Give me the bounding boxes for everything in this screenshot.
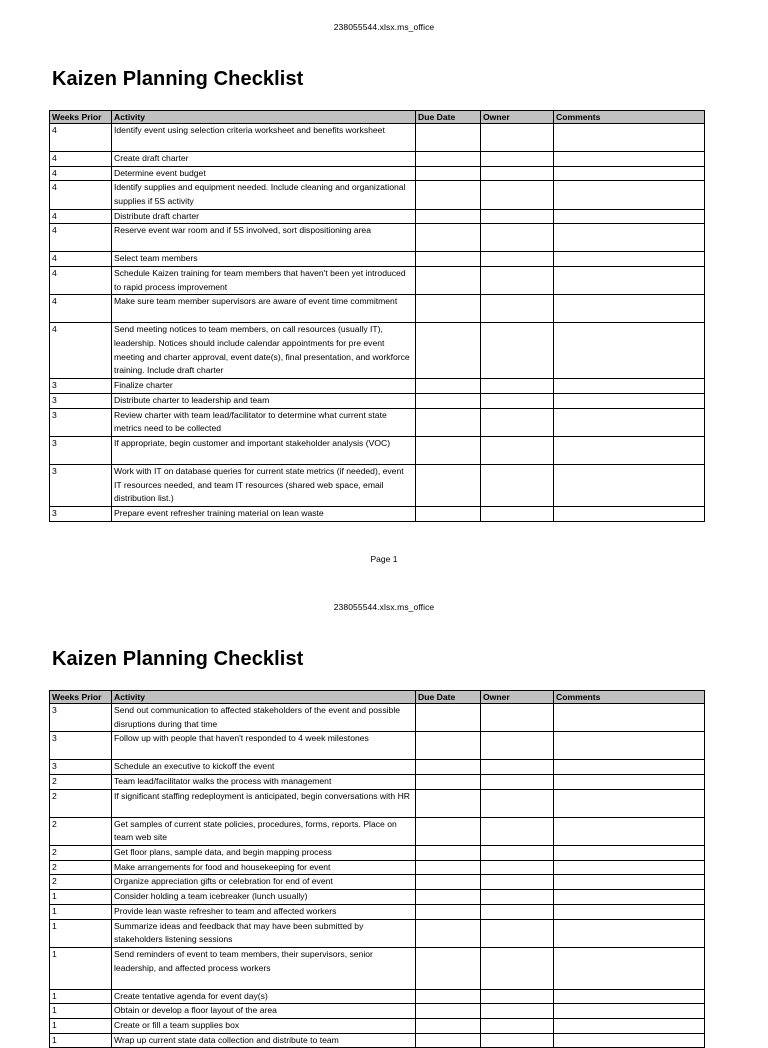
due-date-cell [416, 704, 481, 732]
column-header-weeks-prior: Weeks Prior [50, 691, 112, 704]
comments-cell [554, 1004, 705, 1019]
due-date-cell [416, 124, 481, 152]
owner-cell [481, 224, 554, 252]
comments-cell [554, 704, 705, 732]
table-row [50, 1018, 705, 1033]
table-row [50, 464, 705, 506]
owner-cell [481, 181, 554, 209]
activity-cell: Get floor plans, sample data, and begin mapping process [112, 846, 416, 861]
comments-cell [554, 1033, 705, 1048]
weeks-prior-cell: 4 [50, 124, 112, 152]
column-header-comments: Comments [554, 691, 705, 704]
table-row [50, 789, 705, 817]
weeks-prior-cell: 3 [50, 393, 112, 408]
column-header-owner: Owner [481, 111, 554, 124]
table-row [50, 124, 705, 152]
comments-cell [554, 393, 705, 408]
owner-cell [481, 732, 554, 760]
owner-cell [481, 817, 554, 845]
table-row [50, 875, 705, 890]
comments-cell [554, 860, 705, 875]
activity-cell: Review charter with team lead/facilitator to determine what current state metrics need to be collected [112, 408, 416, 436]
checklist-table [49, 690, 705, 1048]
owner-cell [481, 393, 554, 408]
due-date-cell [416, 506, 481, 521]
due-date-cell [416, 436, 481, 464]
owner-cell [481, 1004, 554, 1019]
owner-cell [481, 295, 554, 323]
checklist-body [50, 124, 705, 522]
owner-cell [481, 323, 554, 379]
table-row [50, 166, 705, 181]
weeks-prior-cell: 3 [50, 704, 112, 732]
comments-cell [554, 1018, 705, 1033]
comments-cell [554, 732, 705, 760]
due-date-cell [416, 151, 481, 166]
checklist-table [49, 110, 705, 522]
comments-cell [554, 817, 705, 845]
weeks-prior-cell: 4 [50, 224, 112, 252]
due-date-cell [416, 789, 481, 817]
due-date-cell [416, 775, 481, 790]
activity-cell: Organize appreciation gifts or celebration for end of event [112, 875, 416, 890]
table-row [50, 151, 705, 166]
weeks-prior-cell: 2 [50, 789, 112, 817]
due-date-cell [416, 860, 481, 875]
weeks-prior-cell: 3 [50, 760, 112, 775]
activity-cell: Summarize ideas and feedback that may have been submitted by stakeholders listening sessions [112, 919, 416, 947]
activity-cell: Schedule an executive to kickoff the event [112, 760, 416, 775]
weeks-prior-cell: 2 [50, 817, 112, 845]
owner-cell [481, 890, 554, 905]
due-date-cell [416, 732, 481, 760]
weeks-prior-cell: 3 [50, 436, 112, 464]
comments-cell [554, 789, 705, 817]
weeks-prior-cell: 1 [50, 1004, 112, 1019]
table-row [50, 224, 705, 252]
comments-cell [554, 295, 705, 323]
column-header-weeks-prior: Weeks Prior [50, 111, 112, 124]
owner-cell [481, 408, 554, 436]
owner-cell [481, 506, 554, 521]
table-row [50, 393, 705, 408]
due-date-cell [416, 166, 481, 181]
comments-cell [554, 947, 705, 989]
activity-cell: Determine event budget [112, 166, 416, 181]
activity-cell: Send reminders of event to team members, their supervisors, senior leadership, and affected process workers [112, 947, 416, 989]
table-row [50, 379, 705, 394]
table-row [50, 919, 705, 947]
owner-cell [481, 209, 554, 224]
comments-cell [554, 124, 705, 152]
comments-cell [554, 875, 705, 890]
owner-cell [481, 166, 554, 181]
activity-cell: Create tentative agenda for event day(s) [112, 989, 416, 1004]
comments-cell [554, 775, 705, 790]
comments-cell [554, 151, 705, 166]
activity-cell: Make arrangements for food and housekeeping for event [112, 860, 416, 875]
owner-cell [481, 379, 554, 394]
table-row [50, 506, 705, 521]
comments-cell [554, 408, 705, 436]
activity-cell: Select team members [112, 252, 416, 267]
weeks-prior-cell: 4 [50, 181, 112, 209]
owner-cell [481, 789, 554, 817]
comments-cell [554, 904, 705, 919]
weeks-prior-cell: 1 [50, 904, 112, 919]
due-date-cell [416, 252, 481, 267]
owner-cell [481, 1033, 554, 1048]
comments-cell [554, 166, 705, 181]
comments-cell [554, 846, 705, 861]
weeks-prior-cell: 2 [50, 775, 112, 790]
weeks-prior-cell: 1 [50, 947, 112, 989]
owner-cell [481, 1018, 554, 1033]
due-date-cell [416, 919, 481, 947]
activity-cell: Identify supplies and equipment needed. Include cleaning and organizational supplies if 5S activity [112, 181, 416, 209]
comments-cell [554, 890, 705, 905]
owner-cell [481, 904, 554, 919]
checklist-body [50, 704, 705, 1048]
activity-cell: Distribute draft charter [112, 209, 416, 224]
page-title: Kaizen Planning Checklist [52, 648, 304, 670]
table-row [50, 1033, 705, 1048]
due-date-cell [416, 209, 481, 224]
table-row [50, 436, 705, 464]
table-row [50, 904, 705, 919]
table-header-row [50, 111, 705, 124]
weeks-prior-cell: 2 [50, 846, 112, 861]
weeks-prior-cell: 4 [50, 151, 112, 166]
activity-cell: Prepare event refresher training material on lean waste [112, 506, 416, 521]
weeks-prior-cell: 2 [50, 860, 112, 875]
owner-cell [481, 267, 554, 295]
due-date-cell [416, 1004, 481, 1019]
activity-cell: Schedule Kaizen training for team members that haven't been yet introduced to rapid process improvement [112, 267, 416, 295]
comments-cell [554, 252, 705, 267]
owner-cell [481, 846, 554, 861]
due-date-cell [416, 323, 481, 379]
table-row [50, 209, 705, 224]
due-date-cell [416, 393, 481, 408]
comments-cell [554, 323, 705, 379]
comments-cell [554, 436, 705, 464]
column-header-activity: Activity [112, 111, 416, 124]
owner-cell [481, 919, 554, 947]
activity-cell: Create or fill a team supplies box [112, 1018, 416, 1033]
weeks-prior-cell: 4 [50, 323, 112, 379]
owner-cell [481, 464, 554, 506]
activity-cell: Send meeting notices to team members, on call resources (usually IT), leadership. Notices should include calendar appointments for pre event meeting and charter approval, event date(s), final presentation, and workforce training. Include draft charter [112, 323, 416, 379]
due-date-cell [416, 947, 481, 989]
weeks-prior-cell: 4 [50, 295, 112, 323]
weeks-prior-cell: 1 [50, 919, 112, 947]
owner-cell [481, 860, 554, 875]
owner-cell [481, 760, 554, 775]
activity-cell: Team lead/facilitator walks the process with management [112, 775, 416, 790]
activity-cell: Identify event using selection criteria worksheet and benefits worksheet [112, 124, 416, 152]
weeks-prior-cell: 3 [50, 464, 112, 506]
comments-cell [554, 464, 705, 506]
weeks-prior-cell: 3 [50, 408, 112, 436]
table-row [50, 947, 705, 989]
owner-cell [481, 775, 554, 790]
table-row [50, 760, 705, 775]
activity-cell: Obtain or develop a floor layout of the area [112, 1004, 416, 1019]
weeks-prior-cell: 1 [50, 1033, 112, 1048]
activity-cell: Follow up with people that haven't responded to 4 week milestones [112, 732, 416, 760]
activity-cell: Reserve event war room and if 5S involved, sort dispositioning area [112, 224, 416, 252]
table-row [50, 817, 705, 845]
weeks-prior-cell: 1 [50, 890, 112, 905]
comments-cell [554, 506, 705, 521]
table-row [50, 704, 705, 732]
due-date-cell [416, 408, 481, 436]
table-row [50, 775, 705, 790]
due-date-cell [416, 817, 481, 845]
column-header-owner: Owner [481, 691, 554, 704]
table-row [50, 890, 705, 905]
weeks-prior-cell: 1 [50, 989, 112, 1004]
activity-cell: Distribute charter to leadership and team [112, 393, 416, 408]
column-header-due-date: Due Date [416, 111, 481, 124]
activity-cell: If significant staffing redeployment is anticipated, begin conversations with HR [112, 789, 416, 817]
due-date-cell [416, 904, 481, 919]
activity-cell: Work with IT on database queries for current state metrics (if needed), event IT resources needed, and team IT resources (shared web space, email distribution list.) [112, 464, 416, 506]
due-date-cell [416, 181, 481, 209]
owner-cell [481, 252, 554, 267]
comments-cell [554, 224, 705, 252]
owner-cell [481, 947, 554, 989]
table-row [50, 1004, 705, 1019]
table-row [50, 267, 705, 295]
file-header: 238055544.xlsx.ms_office [333, 602, 435, 612]
activity-cell: Make sure team member supervisors are aware of event time commitment [112, 295, 416, 323]
owner-cell [481, 436, 554, 464]
weeks-prior-cell: 3 [50, 506, 112, 521]
weeks-prior-cell: 2 [50, 875, 112, 890]
activity-cell: Get samples of current state policies, procedures, forms, reports. Place on team web site [112, 817, 416, 845]
table-row [50, 252, 705, 267]
owner-cell [481, 704, 554, 732]
owner-cell [481, 875, 554, 890]
due-date-cell [416, 267, 481, 295]
page-footer: Page 1 [370, 554, 398, 564]
column-header-activity: Activity [112, 691, 416, 704]
due-date-cell [416, 875, 481, 890]
comments-cell [554, 760, 705, 775]
weeks-prior-cell: 3 [50, 732, 112, 760]
comments-cell [554, 181, 705, 209]
table-header-row [50, 691, 705, 704]
comments-cell [554, 989, 705, 1004]
activity-cell: Wrap up current state data collection and distribute to team [112, 1033, 416, 1048]
due-date-cell [416, 846, 481, 861]
due-date-cell [416, 224, 481, 252]
activity-cell: Finalize charter [112, 379, 416, 394]
file-header: 238055544.xlsx.ms_office [333, 22, 435, 32]
comments-cell [554, 919, 705, 947]
activity-cell: Consider holding a team icebreaker (lunch usually) [112, 890, 416, 905]
table-row [50, 846, 705, 861]
comments-cell [554, 379, 705, 394]
owner-cell [481, 989, 554, 1004]
weeks-prior-cell: 3 [50, 379, 112, 394]
due-date-cell [416, 1033, 481, 1048]
table-row [50, 989, 705, 1004]
owner-cell [481, 124, 554, 152]
weeks-prior-cell: 4 [50, 166, 112, 181]
column-header-comments: Comments [554, 111, 705, 124]
activity-cell: Create draft charter [112, 151, 416, 166]
comments-cell [554, 267, 705, 295]
table-row [50, 732, 705, 760]
weeks-prior-cell: 4 [50, 267, 112, 295]
activity-cell: If appropriate, begin customer and important stakeholder analysis (VOC) [112, 436, 416, 464]
table-row [50, 408, 705, 436]
due-date-cell [416, 1018, 481, 1033]
table-row [50, 323, 705, 379]
weeks-prior-cell: 4 [50, 209, 112, 224]
activity-cell: Send out communication to affected stakeholders of the event and possible disruptions during that time [112, 704, 416, 732]
owner-cell [481, 151, 554, 166]
due-date-cell [416, 379, 481, 394]
weeks-prior-cell: 1 [50, 1018, 112, 1033]
due-date-cell [416, 760, 481, 775]
table-row [50, 181, 705, 209]
column-header-due-date: Due Date [416, 691, 481, 704]
table-row [50, 295, 705, 323]
comments-cell [554, 209, 705, 224]
activity-cell: Provide lean waste refresher to team and affected workers [112, 904, 416, 919]
due-date-cell [416, 890, 481, 905]
weeks-prior-cell: 4 [50, 252, 112, 267]
due-date-cell [416, 295, 481, 323]
due-date-cell [416, 464, 481, 506]
table-row [50, 860, 705, 875]
due-date-cell [416, 989, 481, 1004]
page-title: Kaizen Planning Checklist [52, 68, 304, 90]
